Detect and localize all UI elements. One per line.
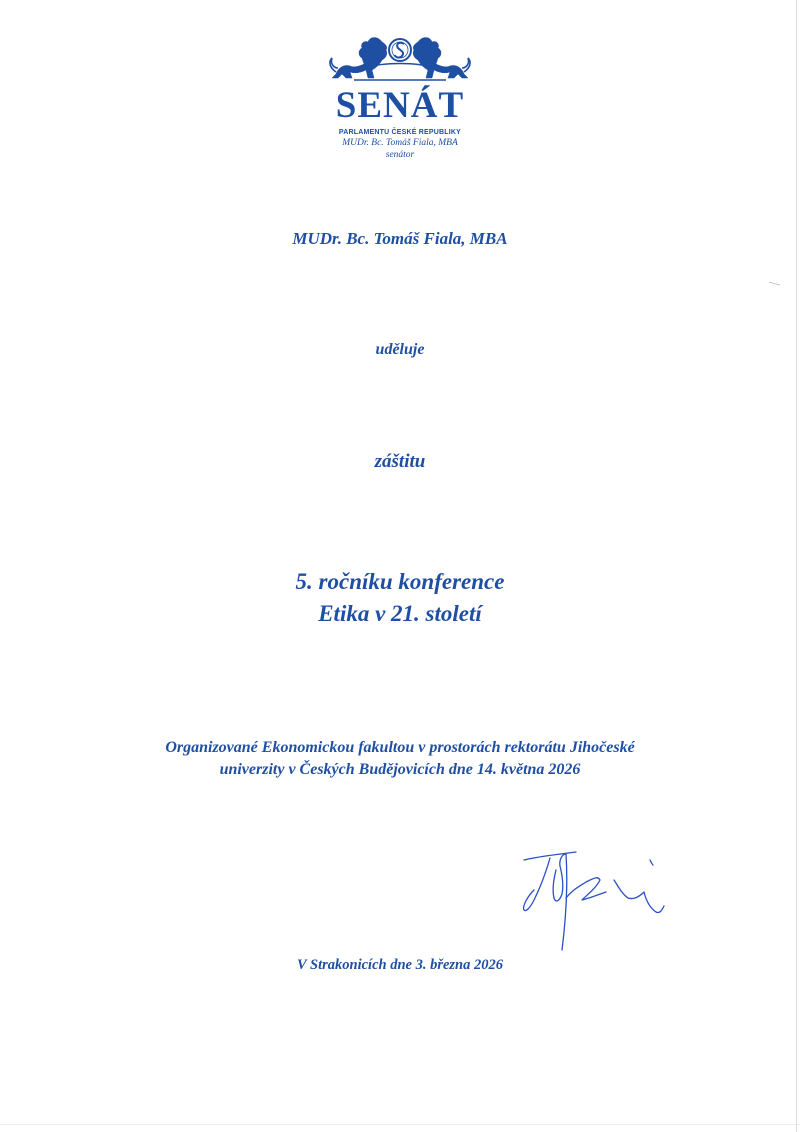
grantor-name: MUDr. Bc. Tomáš Fiala, MBA	[292, 229, 508, 248]
senate-subtitle: PARLAMENTU ČESKÉ REPUBLIKY	[338, 129, 462, 136]
senate-lions-emblem-icon	[324, 28, 476, 84]
organizer-line-1: Organizované Ekonomickou fakultou v prostorách rektorátu Jihočeské	[165, 739, 635, 756]
scan-edge-line	[796, 0, 797, 1132]
senate-title: SENÁT	[335, 85, 465, 126]
scan-speck-icon	[768, 276, 782, 288]
event-title-line-2: Etika v 21. století	[318, 601, 482, 626]
handwritten-signature-icon	[510, 838, 680, 968]
event-title-line-1: 5. ročníku konference	[295, 569, 505, 594]
place-and-date: V Strakonicích dne 3. března 2026	[297, 957, 503, 973]
patronage-heading: záštitu	[374, 451, 426, 472]
scan-bottom-line	[0, 1124, 800, 1125]
organizer-line-2: univerzity v Českých Budějovicích dne 14. května 2026	[219, 761, 581, 778]
senator-role: senátor	[385, 150, 415, 160]
grant-verb: uděluje	[375, 341, 425, 358]
senator-name-letterhead: MUDr. Bc. Tomáš Fiala, MBA	[342, 138, 458, 148]
